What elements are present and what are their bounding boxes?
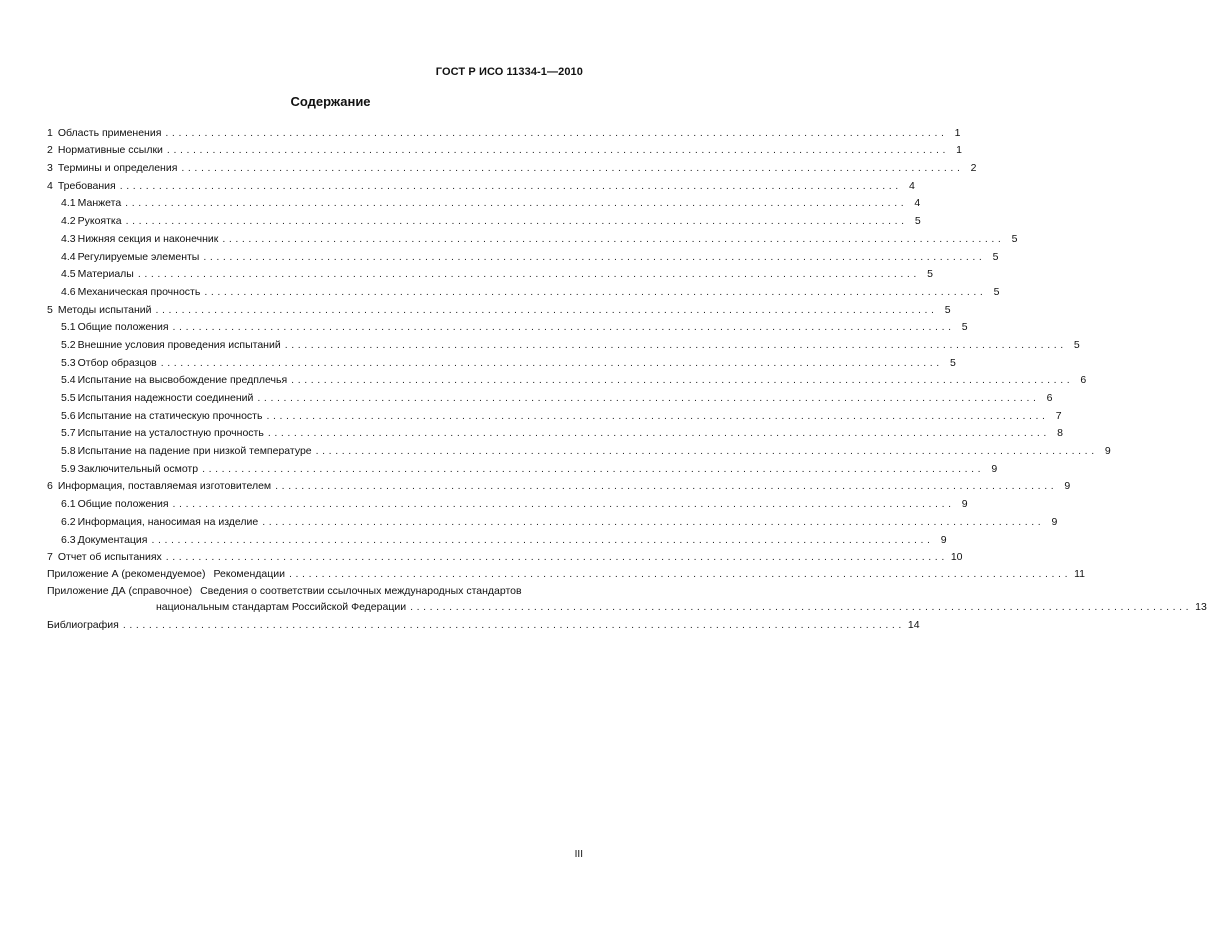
toc-entry-number: 2 — [47, 144, 53, 157]
toc-entry[interactable] — [47, 334, 1080, 352]
dot-leader: ........................................................................................................................ — [125, 215, 908, 228]
toc-entry[interactable] — [47, 370, 1087, 388]
toc-entry-number: 6.2 — [61, 515, 76, 528]
toc-entry-annex-da-continued[interactable] — [47, 598, 1207, 614]
toc-entry-page: 9 — [961, 498, 968, 511]
toc-entry-label: Отбор образцов — [77, 356, 157, 369]
toc-entry-label: Информация, наносимая на изделие — [77, 515, 259, 528]
toc-entry-label: Механическая прочность — [77, 285, 201, 298]
toc-entry[interactable] — [47, 122, 961, 140]
annex-da-line2: национальным стандартам Российской Федерации — [156, 601, 407, 614]
toc-entry[interactable] — [47, 529, 947, 547]
dot-leader: ........................................................................................................................ — [172, 321, 955, 334]
toc-entry-label: Требования — [57, 179, 116, 192]
toc-entry-number: 6.3 — [61, 533, 76, 546]
toc-entry-number: 5.2 — [61, 338, 76, 351]
toc-entry-number: 6.1 — [61, 498, 76, 511]
dot-leader: ........................................................................................................................ — [410, 601, 1193, 614]
toc-entry-label: Регулируемые элементы — [77, 250, 200, 263]
dot-leader: ........................................................................................................................ — [165, 551, 948, 564]
toc-entry-page: 9 — [1064, 480, 1071, 493]
toc-entry-label: Нижняя секция и наконечник — [77, 232, 219, 245]
dot-leader: ........................................................................................................................ — [202, 462, 985, 475]
dot-leader: ........................................................................................................................ — [160, 356, 943, 369]
dot-leader: ........................................................................................................................ — [267, 427, 1050, 440]
toc-entry[interactable] — [47, 387, 1053, 405]
toc-entry-label: Область применения — [57, 126, 162, 139]
toc-entry-bibliography[interactable] — [47, 614, 920, 632]
toc-entry-number: 5.1 — [61, 321, 76, 334]
toc-entry[interactable] — [47, 423, 1063, 441]
toc-entry-page: 9 — [1104, 445, 1111, 458]
dot-leader: ........................................................................................................................ — [172, 498, 955, 511]
toc-entry-number: 5.4 — [61, 374, 76, 387]
toc-entry[interactable] — [47, 264, 933, 282]
annex-a-prefix: Приложение А (рекомендуемое) — [47, 568, 206, 581]
annex-da-line1: Сведения о соответствии ссылочных международных стандартов — [200, 585, 522, 598]
dot-leader: ........................................................................................................................ — [203, 250, 986, 263]
toc-entry-page: 8 — [1057, 427, 1063, 440]
toc-entry-page: 5 — [944, 303, 951, 316]
toc-entry[interactable] — [47, 175, 915, 193]
toc-entry-page: 9 — [940, 533, 947, 546]
toc-entry-page: 9 — [991, 462, 998, 475]
dot-leader: ........................................................................................................................ — [291, 374, 1074, 387]
toc-entry-number: 3 — [47, 162, 53, 175]
toc-entry-page: 4 — [914, 197, 921, 210]
toc-entry-number: 5.7 — [61, 427, 76, 440]
annex-a-label: Рекомендации — [213, 568, 286, 581]
toc-entry-label: Общие положения — [77, 498, 169, 511]
toc-entry-label: Внешние условия проведения испытаний — [77, 338, 281, 351]
toc-entry-label: Термины и определения — [57, 162, 178, 175]
annex-da-page: 13 — [1195, 601, 1207, 614]
toc-entry-label: Заключительный осмотр — [77, 462, 199, 475]
dot-leader: ........................................................................................................................ — [262, 515, 1045, 528]
dot-leader: ........................................................................................................................ — [257, 392, 1040, 404]
toc-entry[interactable] — [47, 317, 968, 335]
annex-a-page: 11 — [1074, 568, 1085, 581]
dot-leader: ........................................................................................................................ — [284, 338, 1067, 351]
toc-entry-page: 5 — [927, 268, 933, 281]
dot-leader: ........................................................................................................................ — [289, 568, 1072, 581]
toc-entry-number: 4.2 — [61, 215, 76, 228]
toc-entry-label: Рукоятка — [77, 215, 122, 228]
toc-entry-page: 9 — [1051, 515, 1058, 528]
toc-entry-label: Манжета — [77, 197, 122, 210]
dot-leader: ........................................................................................................................ — [275, 480, 1058, 493]
toc-entry[interactable] — [47, 511, 1058, 529]
document-number: ГОСТ Р ИСО 11334-1—2010 — [435, 66, 583, 78]
toc-entry-number: 1 — [47, 126, 53, 139]
toc-entry-page: 5 — [992, 250, 999, 263]
toc-entry[interactable] — [47, 210, 921, 228]
toc-entry-page: 6 — [1046, 392, 1053, 404]
annex-da-prefix: Приложение ДА (справочное) — [47, 585, 193, 598]
toc-entry[interactable] — [47, 352, 956, 370]
toc-entry-number: 4.6 — [61, 285, 76, 298]
toc-entry-page: 5 — [914, 215, 921, 228]
toc-entry-page: 1 — [956, 144, 962, 157]
bibliography-page: 14 — [907, 618, 920, 631]
dot-leader: ........................................................................................................................ — [222, 232, 1005, 245]
dot-leader: ........................................................................................................................ — [204, 285, 987, 298]
toc-entry-page: 10 — [950, 551, 963, 564]
toc-entry-label: Отчет об испытаниях — [57, 551, 162, 564]
toc-entry-number: 6 — [47, 480, 53, 493]
toc-entry-number: 4.5 — [61, 268, 76, 281]
toc-entry-number: 7 — [47, 551, 53, 564]
toc-entry-annex-a[interactable] — [47, 564, 1085, 581]
table-of-contents — [47, 122, 1207, 632]
toc-entry-label: Испытание на падение при низкой температуре — [77, 445, 312, 458]
bibliography-label: Библиография — [47, 618, 119, 631]
toc-entry[interactable] — [47, 140, 962, 158]
toc-entry-number: 5.8 — [61, 445, 76, 458]
toc-entry-number: 5.9 — [61, 462, 76, 475]
toc-entry-label: Методы испытаний — [57, 303, 152, 316]
toc-entry[interactable] — [47, 157, 977, 175]
toc-entry-label: Общие положения — [77, 321, 169, 334]
toc-entry-page: 7 — [1055, 409, 1062, 422]
toc-entry-page: 5 — [1073, 338, 1080, 351]
dot-leader: ........................................................................................................................ — [125, 197, 908, 210]
toc-entry-number: 4 — [47, 179, 53, 192]
toc-entry-page: 2 — [970, 162, 977, 175]
toc-entry-number: 5.5 — [61, 392, 76, 404]
toc-entry-label: Информация, поставляемая изготовителем — [57, 480, 272, 493]
toc-entry-label: Документация — [77, 533, 148, 546]
toc-entry-label: Испытание на статическую прочность — [77, 409, 263, 422]
toc-entry-annex-da[interactable] — [47, 581, 583, 598]
page-number-roman: III — [574, 849, 583, 860]
toc-entry[interactable] — [47, 405, 1062, 423]
toc-entry[interactable] — [47, 458, 998, 476]
toc-entry-page: 6 — [1080, 374, 1087, 387]
toc-entry-number: 5 — [47, 303, 53, 316]
dot-leader: ........................................................................................................................ — [181, 162, 964, 175]
toc-entry[interactable] — [47, 281, 1000, 299]
toc-entry-number: 5.3 — [61, 356, 76, 369]
toc-entry-label: Испытания надежности соединений — [77, 392, 254, 404]
toc-entry-number: 5.6 — [61, 409, 76, 422]
page-title: Содержание — [290, 94, 371, 109]
dot-leader: ........................................................................................................................ — [166, 144, 949, 157]
dot-leader: ........................................................................................................................ — [151, 533, 934, 546]
toc-entry[interactable] — [47, 299, 951, 317]
toc-entry-page: 1 — [954, 126, 961, 139]
toc-entry[interactable] — [47, 547, 963, 565]
toc-entry-number: 4.4 — [61, 250, 76, 263]
toc-entry-number: 4.3 — [61, 232, 76, 245]
toc-entry[interactable] — [47, 246, 999, 264]
toc-entry-label: Испытание на усталостную прочность — [77, 427, 264, 440]
dot-leader: ........................................................................................................................ — [266, 409, 1049, 422]
toc-entry[interactable] — [47, 193, 921, 211]
dot-leader: ........................................................................................................................ — [155, 303, 938, 316]
toc-entry-page: 5 — [1011, 232, 1018, 245]
toc-entry[interactable] — [47, 476, 1071, 494]
dot-leader: ........................................................................................................................ — [165, 126, 948, 139]
dot-leader: ........................................................................................................................ — [119, 179, 902, 192]
toc-entry-label: Нормативные ссылки — [57, 144, 163, 157]
dot-leader: ........................................................................................................................ — [315, 445, 1098, 458]
toc-entry-label: Материалы — [77, 268, 134, 281]
toc-entry[interactable] — [47, 493, 968, 511]
dot-leader: ........................................................................................................................ — [137, 268, 920, 281]
toc-entry-label: Испытание на высвобождение предплечья — [77, 374, 288, 387]
dot-leader: ........................................................................................................................ — [122, 618, 905, 631]
toc-entry-page: 5 — [949, 356, 956, 369]
toc-entry-number: 4.1 — [61, 197, 76, 210]
toc-entry[interactable] — [47, 228, 1018, 246]
toc-entry-page: 5 — [993, 285, 1000, 298]
toc-entry-page: 4 — [908, 179, 915, 192]
toc-entry-page: 5 — [961, 321, 968, 334]
toc-entry[interactable] — [47, 440, 1111, 458]
